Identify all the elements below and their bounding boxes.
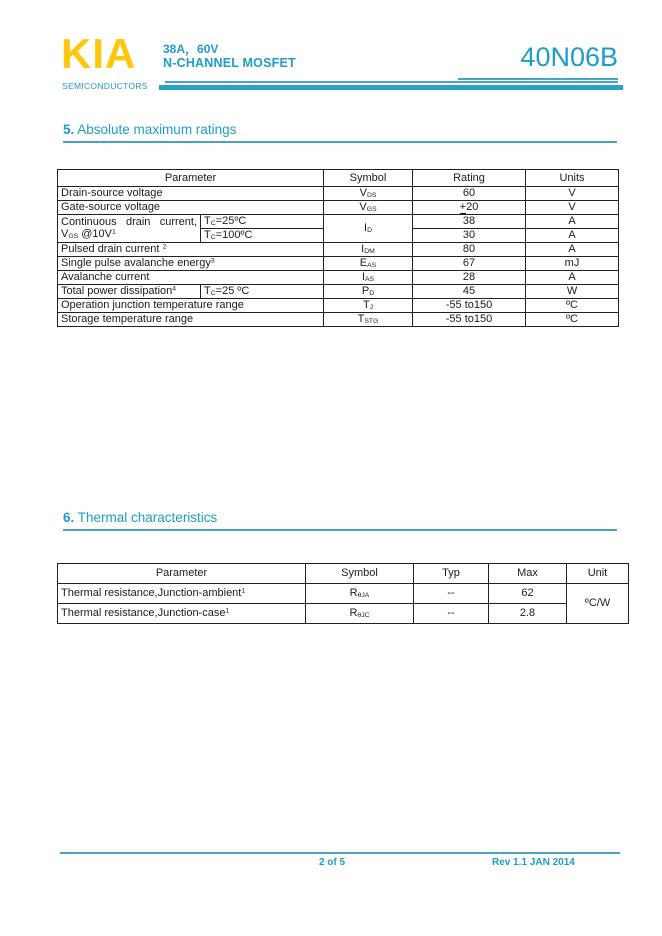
cell-rating-ias: 28	[413, 271, 526, 285]
cell-param-avalanche-current: Avalanche current	[58, 271, 324, 285]
section-5-title	[63, 122, 236, 137]
thermal-characteristics-table	[57, 563, 629, 624]
cell-typ-rthja: --	[414, 584, 489, 604]
abs-max-ratings-table	[57, 169, 619, 327]
cell-rating-pd: 45	[413, 285, 526, 299]
cell-unit-thermal: ºC/W	[567, 584, 629, 624]
cell-param-gate-source-voltage: Gate-source voltage	[58, 201, 324, 215]
header-rule-thick	[159, 85, 623, 90]
cell-units-idm: A	[526, 243, 619, 257]
table-row	[58, 299, 619, 313]
cell-rating-vds: 60	[413, 187, 526, 201]
cell-symbol-tj: $T_J$	[324, 299, 413, 313]
cell-rating-tstg: -55 to150	[413, 313, 526, 327]
part-number-underline	[458, 78, 618, 80]
section-6-text: Thermal characteristics	[74, 510, 218, 525]
table-row	[58, 243, 619, 257]
cell-units-id-100: A	[526, 229, 619, 243]
cell-units-pd: W	[526, 285, 619, 299]
brand-logo: KIA	[61, 30, 137, 77]
cell-units-ias: A	[526, 271, 619, 285]
cell-symbol-pd: $P_D$	[324, 285, 413, 299]
cell-param-thermal-resistance-jc: Thermal resistance,Junction-case$^1$	[58, 604, 306, 624]
cell-symbol-ias: $I_{AS}$	[324, 271, 413, 285]
section-6-underline	[63, 529, 617, 531]
cell-symbol-vds: $V_{DS}$	[324, 187, 413, 201]
table-row	[58, 201, 619, 215]
section-5-text: Absolute maximum ratings	[74, 122, 237, 137]
cell-symbol-tstg: $T_{STG}$	[324, 313, 413, 327]
cell-rating-tj: -55 to150	[413, 299, 526, 313]
page-number: 2 of 5	[318, 857, 346, 868]
footer-rule	[60, 852, 620, 854]
col-header-unit: Unit	[567, 564, 629, 584]
cell-units-id-25: A	[526, 215, 619, 229]
section-5-number: 5.	[63, 122, 75, 137]
section-5-underline	[63, 141, 617, 143]
section-6-title	[63, 510, 217, 525]
cell-units-vgs: V	[526, 201, 619, 215]
cell-max-rthjc: 2.8	[489, 604, 567, 624]
col-header-parameter: Parameter	[58, 564, 306, 584]
cell-units-tstg: ºC	[526, 313, 619, 327]
cell-param-single-pulse-avalanche-energy: Single pulse avalanche energy$^3$	[58, 257, 324, 271]
header-rule-thin	[165, 81, 618, 83]
header-device-type: N-CHANNEL MOSFET	[163, 56, 296, 70]
col-header-typ: Typ	[414, 564, 489, 584]
cell-condition-tc25: $T_C=25ºC$	[201, 215, 324, 229]
table-row	[58, 257, 619, 271]
col-header-max: Max	[489, 564, 567, 584]
cell-rating-id-25: 38	[413, 215, 526, 229]
cell-symbol-id: $I_D$	[324, 215, 413, 243]
cell-units-vds: V	[526, 187, 619, 201]
param-line-1: Continuous drain current,	[61, 216, 197, 229]
cell-symbol-vgs: $V_{GS}$	[324, 201, 413, 215]
cell-param-storage-temp: Storage temperature range	[58, 313, 324, 327]
col-header-symbol: Symbol	[306, 564, 414, 584]
table-row	[58, 604, 629, 624]
cell-rating-eas: 67	[413, 257, 526, 271]
cell-param-operation-junction-temp: Operation junction temperature range	[58, 299, 324, 313]
col-header-rating: Rating	[413, 170, 526, 187]
part-number: 40N06B	[520, 42, 618, 72]
col-header-units: Units	[526, 170, 619, 187]
brand-logo-subtext: SEMICONDUCTORS	[62, 81, 148, 91]
col-header-symbol: Symbol	[324, 170, 413, 187]
cell-rating-idm: 80	[413, 243, 526, 257]
cell-symbol-rthjc: $R_{\theta JC}$	[306, 604, 414, 624]
table-row	[58, 215, 619, 229]
section-6-number: 6.	[63, 510, 75, 525]
cell-param-total-power-dissipation: Total power dissipation$^4$	[58, 285, 201, 299]
table-row	[58, 271, 619, 285]
revision-label: Rev 1.1 JAN 2014	[492, 857, 575, 868]
rating-value: 20	[466, 201, 479, 214]
plus-minus-sign: +	[459, 201, 467, 214]
cell-symbol-idm: $I_{DM}$	[324, 243, 413, 257]
col-header-parameter: Parameter	[58, 170, 324, 187]
cell-rating-vgs	[413, 201, 526, 215]
cell-typ-rthjc: --	[414, 604, 489, 624]
table-row	[58, 285, 619, 299]
cell-symbol-rthja: $R_{\theta JA}$	[306, 584, 414, 604]
cell-condition-tc100: $T_C=100ºC$	[201, 229, 324, 243]
cell-symbol-eas: $E_{AS}$	[324, 257, 413, 271]
header-spec-line: 38A，60V	[163, 42, 219, 56]
table-row	[58, 187, 619, 201]
cell-param-continuous-drain-current	[58, 215, 201, 243]
cell-rating-id-100: 30	[413, 229, 526, 243]
table-row	[58, 313, 619, 327]
cell-param-thermal-resistance-ja: Thermal resistance,Junction-ambient$^1$	[58, 584, 306, 604]
cell-param-drain-source-voltage: Drain-source voltage	[58, 187, 324, 201]
cell-max-rthja: 62	[489, 584, 567, 604]
cell-units-tj: ºC	[526, 299, 619, 313]
table-header-row	[58, 170, 619, 187]
cell-units-eas: mJ	[526, 257, 619, 271]
param-line-2: $V_{GS}$ $@10V^1$	[61, 228, 116, 241]
table-header-row	[58, 564, 629, 584]
cell-condition-tc25-pd: $T_C=25$ ºC	[201, 285, 324, 299]
table-row	[58, 584, 629, 604]
cell-param-pulsed-drain-current: Pulsed drain current $^2$	[58, 243, 324, 257]
